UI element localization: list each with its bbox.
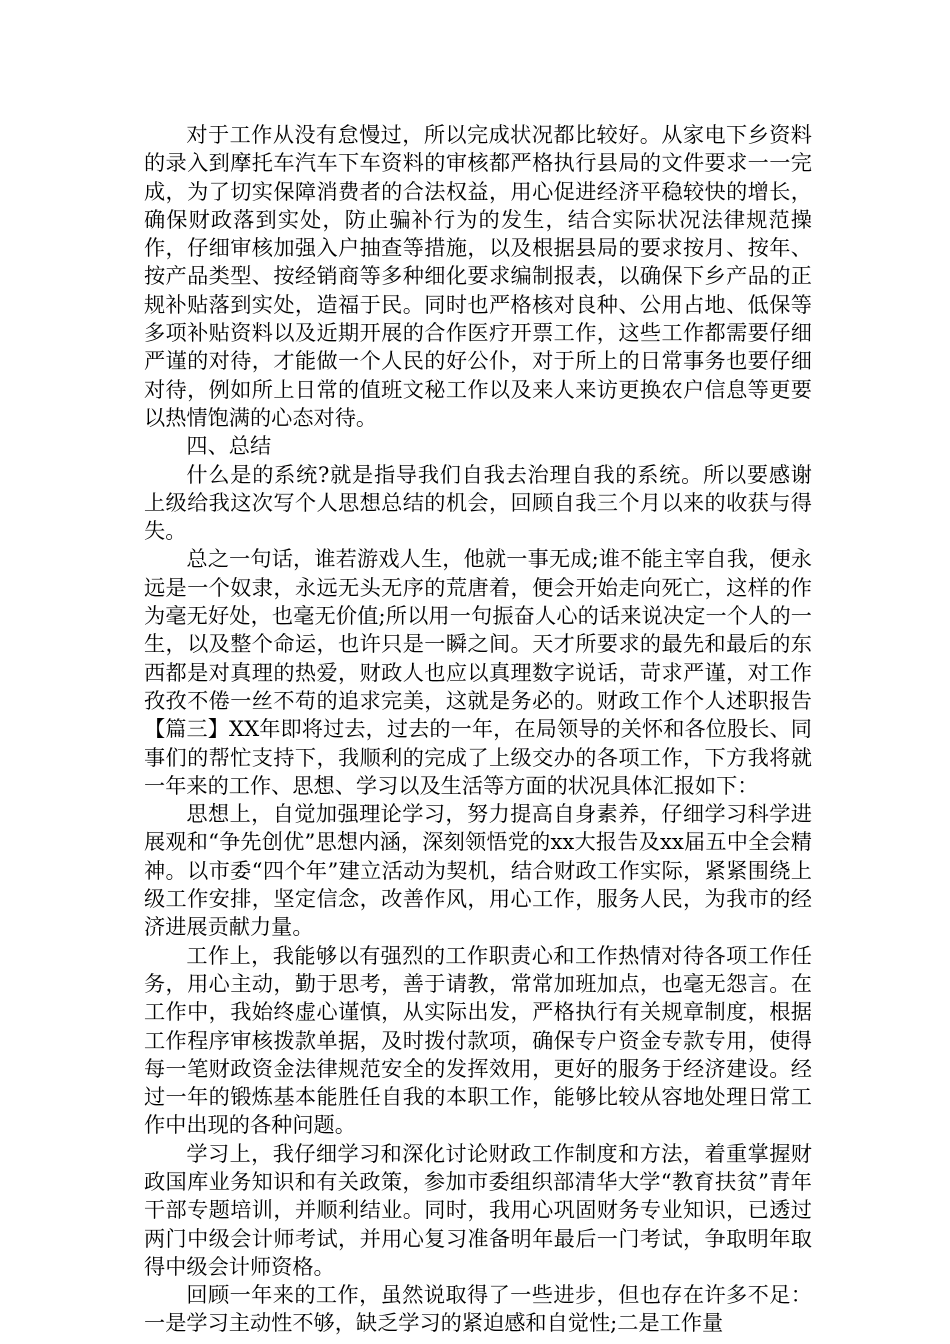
paragraph-work-summary: 对于工作从没有怠慢过，所以完成状况都比较好。从家电下乡资料的录入到摩托车汽车下车资料的审核都严格执行县局的文件要求一一完成，为了切实保障消费者的合法权益，用心促进经济平稳较快的增长，确保财政落到实处，防止骗补行为的发生，结合实际状况法律规范操作，仔细审核加强入户抽查等措施，以及根据县局的要求按月、按年、按产品类型、按经销商等多种细化要求编制报表，以确保下乡产品的正规补贴落到实处，造福于民。同时也严格核对良种、公用占地、低保等多项补贴资料以及近期开展的合作医疗开票工作，这些工作都需要仔细严谨的对待，才能做一个人民的好公仆，对于所上的日常事务也要仔细对待，例如所上日常的值班文秘工作以及来人来访更换农户信息等更要以热情饱满的心态对待。 (144, 122, 812, 430)
document-body (144, 121, 812, 1338)
paragraph-review: 回顾一年来的工作，虽然说取得了一些进步，但也存在许多不足：一是学习主动性不够，缺乏学习的紧迫感和自觉性;二是工作量 (144, 1282, 812, 1336)
paragraph-study: 学习上，我仔细学习和深化讨论财政工作制度和方法，着重掌握财政国库业务知识和有关政策，参加市委组织部清华大学“教育扶贫”青年干部专题培训，并顺利结业。同时，我用心巩固财务专业知识，已透过两门中级会计师考试，并用心复习准备明年最后一门考试，争取明年取得中级会计师资格。 (144, 1140, 812, 1279)
paragraph-work: 工作上，我能够以有强烈的工作职责心和工作热情对待各项工作任务，用心主动，勤于思考，善于请教，常常加班加点，也毫无怨言。在工作中，我始终虚心谨慎，从实际出发，严格执行有关规章制度，根据工作程序审核拨款单据，及时拨付款项，确保专户资金专款专用，使得每一笔财政资金法律规范安全的发挥效用，更好的服务于经济建设。经过一年的锻炼基本能胜任自我的本职工作，能够比较从容地处理日常工作中出现的各种问题。 (144, 942, 812, 1138)
paragraph-system: 什么是的系统?就是指导我们自我去治理自我的系统。所以要感谢上级给我这次写个人思想总结的机会，回顾自我三个月以来的收获与得失。 (144, 461, 812, 544)
section-heading-summary: 四、总结 (186, 433, 272, 459)
paragraph-conclusion: 总之一句话，谁若游戏人生，他就一事无成;谁不能主宰自我，便永远是一个奴隶，永远无头无序的荒唐着，便会开始走向死亡，这样的作为毫无好处，也毫无价值;所以用一句振奋人心的话来说决定一个人的一生，以及整个命运，也许只是一瞬之间。天才所要求的最先和最后的东西都是对真理的热爱，财政人也应以真理数字说话，苛求严谨，对工作孜孜不倦一丝不苟的追求完美，这就是务必的。财政工作个人述职报告【篇三】XX年即将过去，过去的一年，在局领导的关怀和各位股长、同事们的帮忙支持下，我顺利的完成了上级交办的各项工作，下方我将就一年来的工作、思想、学习以及生活等方面的状况具体汇报如下： (144, 546, 812, 798)
paragraph-ideology: 思想上，自觉加强理论学习，努力提高自身素养，仔细学习科学进展观和“争先创优”思想内涵，深刻领悟党的xx大报告及xx届五中全会精神。以市委“四个年”建立活动为契机，结合财政工作实际，紧紧围绕上级工作安排，坚定信念，改善作风，用心工作，服务人民，为我市的经济进展贡献力量。 (144, 801, 812, 940)
